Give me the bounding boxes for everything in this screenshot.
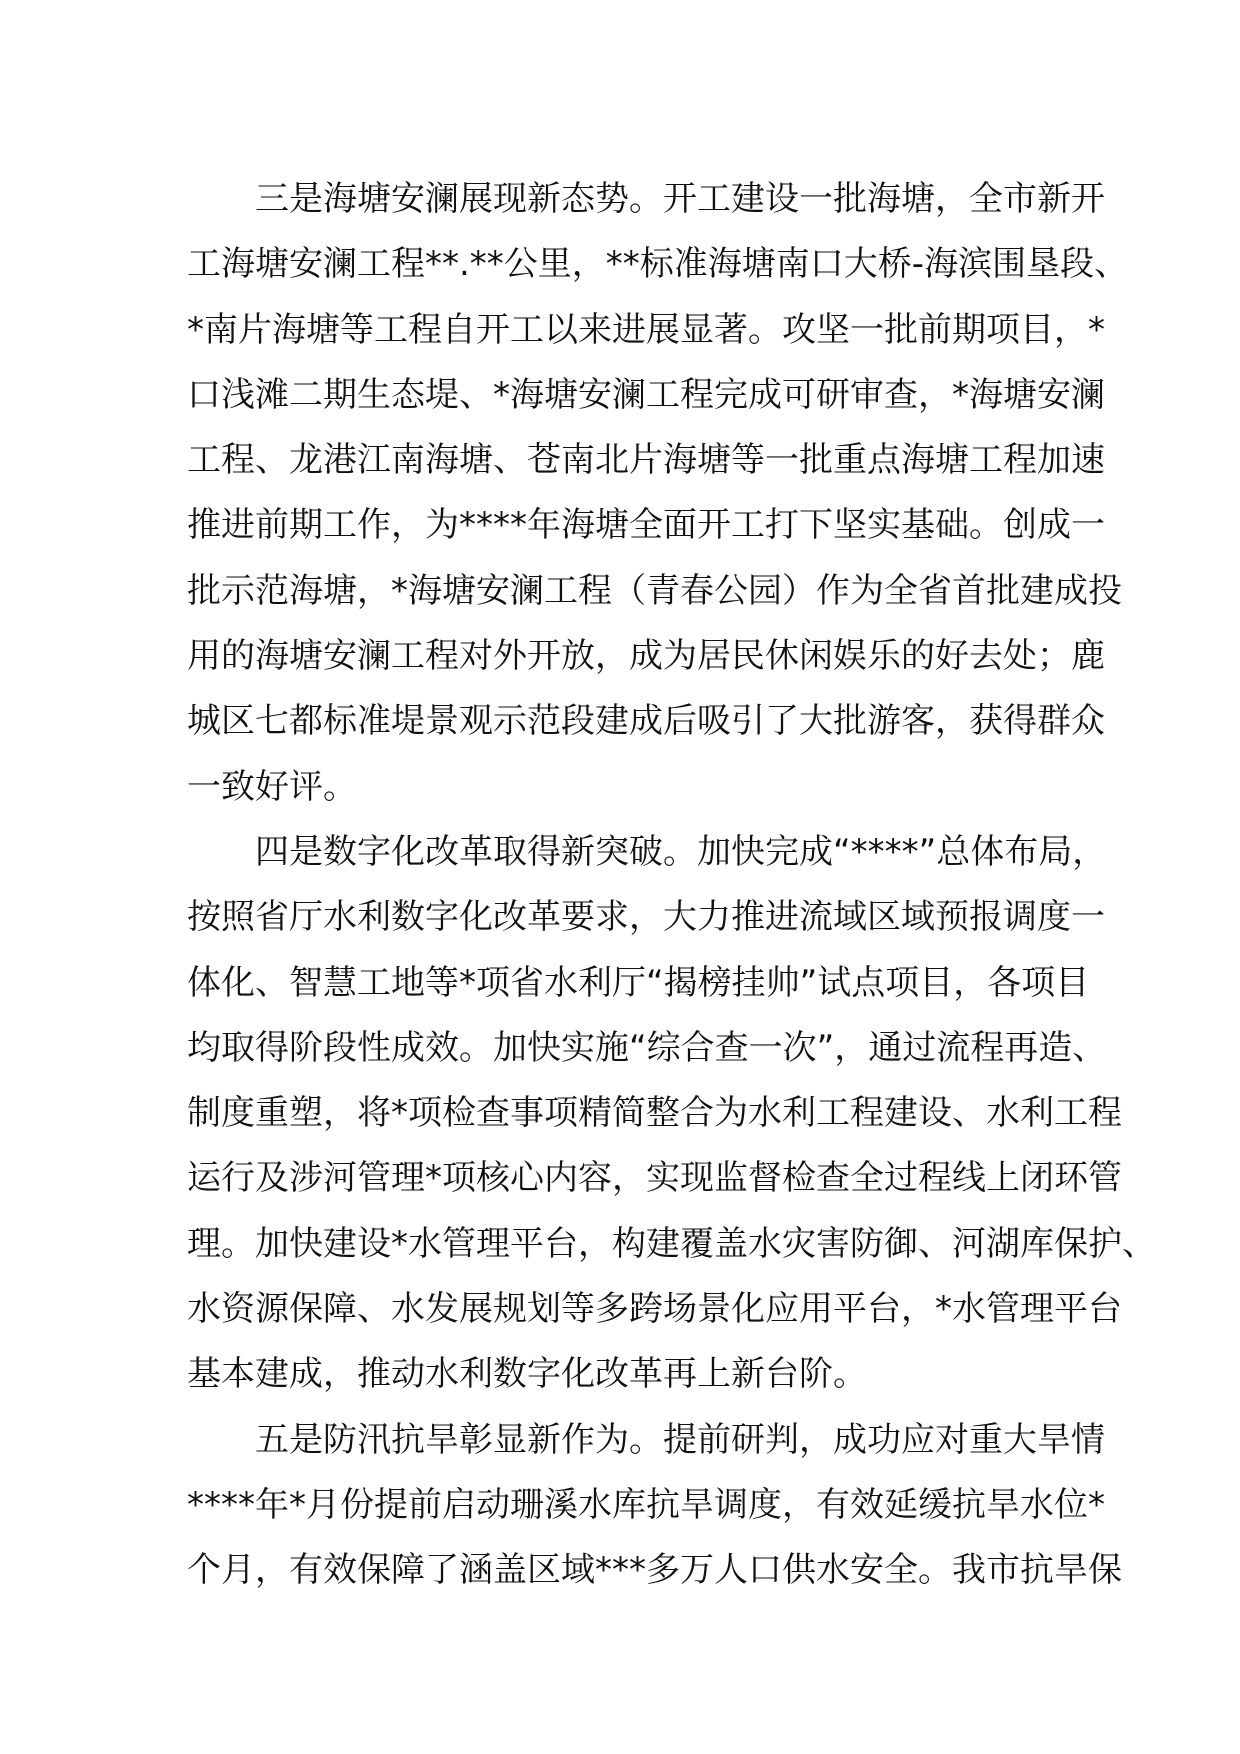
text-line: 运行及涉河管理*项核心内容，实现监督检查全过程线上闭环管 (187, 1158, 1122, 1199)
text-line: 体化、智慧工地等*项省水利厅“揭榜挂帅”试点项目，各项目 (187, 962, 1090, 1003)
text-line: 用的海塘安澜工程对外开放，成为居民休闲娱乐的好去处；鹿 (187, 636, 1105, 677)
text-line: 四是数字化改革取得新突破。加快完成“****”总体布局， (255, 831, 1107, 872)
text-line: 五是防汛抗旱彰显新作为。提前研判，成功应对重大旱情 (255, 1419, 1105, 1460)
text-line: 按照省厅水利数字化改革要求，大力推进流域区域预报调度一 (187, 897, 1105, 938)
text-line: 口浅滩二期生态堤、*海塘安澜工程完成可研审查，*海塘安澜 (187, 374, 1105, 415)
text-line: *南片海塘等工程自开工以来进展显著。攻坚一批前期项目，* (187, 309, 1105, 350)
paragraph-seawall (187, 167, 1129, 820)
paragraph-digital-reform (187, 820, 1156, 1408)
paragraph-flood-drought (187, 1408, 1122, 1604)
text-line: 基本建成，推动水利数字化改革再上新台阶。 (187, 1354, 867, 1395)
text-line: 一致好评。 (187, 766, 357, 807)
text-line: 工海塘安澜工程**.**公里，**标准海塘南口大桥-海滨围垦段、 (187, 244, 1129, 285)
text-line: 城区七都标准堤景观示范段建成后吸引了大批游客，获得群众 (187, 701, 1105, 742)
text-line: 均取得阶段性成效。加快实施“综合查一次”，通过流程再造、 (187, 1027, 1107, 1068)
text-line: 批示范海塘，*海塘安澜工程（青春公园）作为全省首批建成投 (187, 570, 1122, 611)
text-line: 水资源保障、水发展规划等多跨场景化应用平台，*水管理平台 (187, 1289, 1122, 1330)
text-line: 理。加快建设*水管理平台，构建覆盖水灾害防御、河湖库保护、 (187, 1223, 1156, 1264)
text-line: 三是海塘安澜展现新态势。开工建设一批海塘，全市新开 (255, 179, 1105, 219)
text-line: 个月，有效保障了涵盖区域***多万人口供水安全。我市抗旱保 (187, 1550, 1122, 1591)
text-line: ****年*月份提前启动珊溪水库抗旱调度，有效延缓抗旱水位* (187, 1484, 1105, 1525)
text-line: 制度重塑，将*项检查事项精简整合为水利工程建设、水利工程 (187, 1093, 1122, 1134)
body-text (187, 167, 1156, 1604)
text-line: 工程、龙港江南海塘、苍南北片海塘等一批重点海塘工程加速 (187, 440, 1105, 481)
text-line: 推进前期工作，为****年海塘全面开工打下坚实基础。创成一 (187, 505, 1105, 546)
